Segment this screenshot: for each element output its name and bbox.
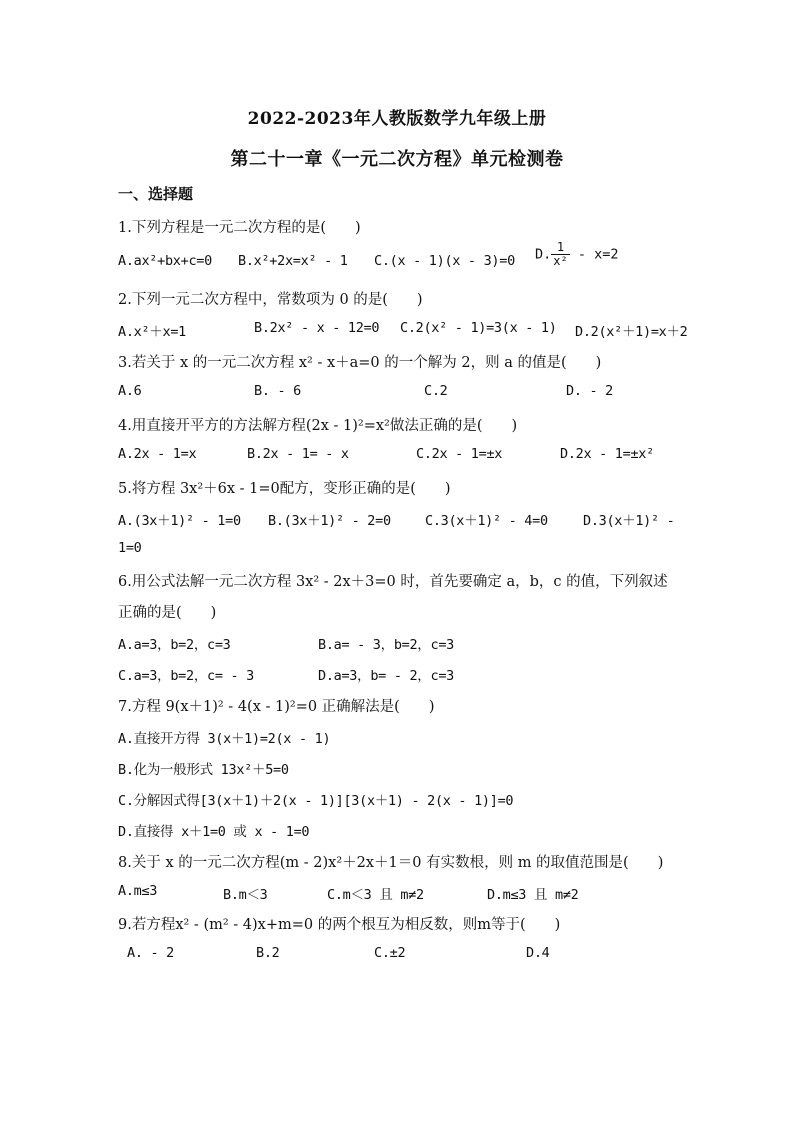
question-6-option-a: A.a=3，b=2，c=3 [118, 637, 231, 653]
question-1-stem: 1.下列方程是一元二次方程的是( ) [118, 220, 361, 236]
question-6-option-c: C.a=3，b=2，c= - 3 [118, 668, 254, 684]
question-1-option-a: A.ax²+bx+c=0 [118, 253, 212, 269]
question-2-option-b: B.2x² - x - 12=0 [254, 320, 380, 336]
question-2-option-d: D.2(x²＋1)=x＋2 [575, 324, 688, 340]
question-7-option-a: A.直接开方得 3(x＋1)=2(x - 1) [118, 731, 331, 747]
question-3-option-c: C.2 [424, 383, 448, 399]
question-6-stem-continued: 正确的是( ) [118, 605, 217, 621]
question-6-option-d: D.a=3，b= - 2，c=3 [318, 668, 454, 684]
question-4-option-c: C.2x - 1=±x [416, 446, 503, 462]
chapter-title: 第二十一章《一元二次方程》单元检测卷 [230, 149, 564, 170]
question-3-stem: 3.若关于 x 的一元二次方程 x² - x＋a=0 的一个解为 2，则 a 的值是( ) [118, 355, 602, 371]
question-8-option-a: A.m≤3 [118, 883, 158, 899]
question-9-stem: 9.若方程x² - (m² - 4)x+m=0 的两个根互为相反数，则m等于( ) [118, 917, 561, 933]
question-8-option-b: B.m＜3 [223, 887, 268, 903]
question-5-option-b: B.(3x＋1)² - 2=0 [268, 513, 391, 529]
question-5-option-d-continued: 1=0 [118, 540, 142, 556]
question-8-stem: 8.关于 x 的一元二次方程(m - 2)x²＋2x＋1＝0 有实数根，则 m 的取值范围是( ) [118, 855, 664, 871]
question-3-option-b: B. - 6 [254, 383, 301, 399]
question-7-option-d: D.直接得 x＋1=0 或 x - 1=0 [118, 824, 310, 840]
fraction-numerator: 1 [551, 241, 569, 255]
question-2-stem: 2.下列一元二次方程中，常数项为 0 的是( ) [118, 292, 423, 308]
question-9-option-c: C.±2 [374, 945, 406, 961]
question-4-stem: 4.用直接开平方的方法解方程(2x - 1)²=x²做法正确的是( ) [118, 418, 518, 434]
question-3-option-d: D. - 2 [566, 383, 613, 399]
question-1-option-d [535, 241, 619, 268]
question-4-option-a: A.2x - 1=x [118, 446, 197, 462]
question-8-option-d: D.m≤3 且 m≠2 [487, 887, 579, 903]
question-1-option-d-suffix: - x=2 [569, 246, 619, 263]
paper-title: 2022-2023年人教版数学九年级上册 [247, 109, 547, 129]
question-6-option-b: B.a= - 3，b=2，c=3 [318, 637, 454, 653]
question-9-option-b: B.2 [256, 945, 280, 961]
question-1-option-d-prefix: D. [535, 246, 552, 263]
question-4-option-d: D.2x - 1=±x² [560, 446, 654, 462]
question-5-option-d: D.3(x＋1)² - [583, 513, 675, 529]
question-5-option-a: A.(3x＋1)² - 1=0 [118, 513, 241, 529]
question-6-stem: 6.用公式法解一元二次方程 3x² - 2x＋3=0 时，首先要确定 a，b，c 的值，下列叙述 [118, 574, 668, 590]
question-7-option-b: B.化为一般形式 13x²＋5=0 [118, 762, 289, 778]
section-heading: 一、选择题 [118, 185, 194, 203]
fraction-denominator: x² [553, 254, 568, 269]
question-2-option-c: C.2(x² - 1)=3(x - 1) [400, 320, 557, 336]
question-5-option-c: C.3(x＋1)² - 4=0 [425, 513, 548, 529]
question-9-option-a: A. - 2 [127, 945, 174, 961]
question-3-option-a: A.6 [118, 383, 142, 399]
question-5-stem: 5.将方程 3x²＋6x - 1=0配方，变形正确的是( ) [118, 481, 451, 497]
question-1-option-d-fraction [551, 241, 569, 268]
question-9-option-d: D.4 [526, 945, 550, 961]
question-7-option-c: C.分解因式得[3(x＋1)＋2(x - 1)][3(x＋1) - 2(x - 1)]=0 [118, 793, 514, 809]
question-8-option-c: C.m＜3 且 m≠2 [327, 887, 424, 903]
question-7-stem: 7.方程 9(x＋1)² - 4(x - 1)²=0 正确解法是( ) [118, 699, 435, 715]
question-4-option-b: B.2x - 1= - x [247, 446, 349, 462]
question-1-option-c: C.(x - 1)(x - 3)=0 [374, 253, 515, 269]
question-1-option-b: B.x²+2x=x² - 1 [238, 253, 348, 269]
question-2-option-a: A.x²＋x=1 [118, 324, 186, 340]
